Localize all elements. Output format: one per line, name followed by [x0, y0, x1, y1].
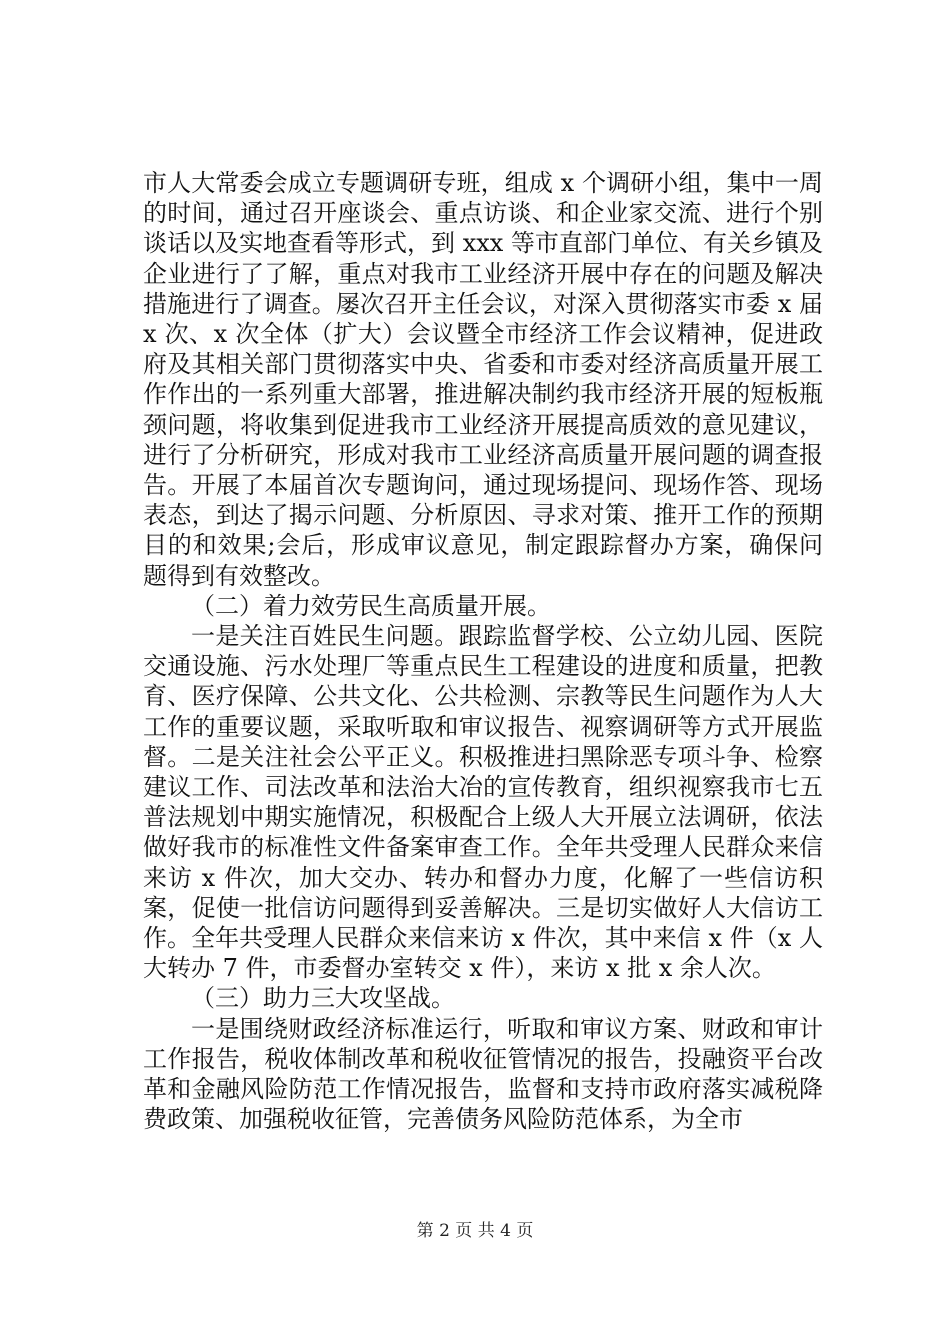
paragraph-investigation: 市人大常委会成立专题调研专班，组成 x 个调研小组，集中一周的时间，通过召开座谈会、重点访谈、和企业家交流、进行个别谈话以及实地查看等形式，到 xxx 等市直部门单位、有关乡镇及企业进行了了解，重点对我市工业经济开展中存在的问题及解决措施进行了调查。屡次召开主任会议，对深入贯彻落实市委 x 届 x 次、x 次全体（扩大）会议暨全市经济工作会议精神，促进政府及其相关部门贯彻落实中央、省委和市委对经济高质量开展工作作出的一系列重大部署，推进解决制约我市经济开展的短板瓶颈问题，将收集到促进我市工业经济开展提高质效的意见建议，进行了分析研究，形成对我市工业经济高质量开展问题的调查报告。开展了本届首次专题询问，通过现场提问、现场作答、现场表态，到达了揭示问题、分析原因、寻求对策、推开工作的预期目的和效果;会后，形成审议意见，制定跟踪督办方案，确保问题得到有效整改。: [143, 169, 823, 590]
section-heading-three-battles: （三）助力三大攻坚战。: [191, 984, 455, 1013]
paragraph-livelihood: 一是关注百姓民生问题。跟踪监督学校、公立幼儿园、医院交通设施、污水处理厂等重点民生工程建设的进度和质量，把教育、医疗保障、公共文化、公共检测、宗教等民生问题作为人大工作的重要议题，采取听取和审议报告、视察调研等方式开展监督。二是关注社会公平正义。积极推进扫黑除恶专项斗争、检察建议工作、司法改革和法治大冶的宣传教育，组织视察我市七五普法规划中期实施情况，积极配合上级人大开展立法调研，依法做好我市的标准性文件备案审查工作。全年共受理人民群众来信来访 x 件次，加大交办、转办和督办力度，化解了一些信访积案，促使一批信访问题得到妥善解决。三是切实做好人大信访工作。全年共受理人民群众来信来访 x 件次，其中来信 x 件（x 人大转办 7 件，市委督办室转交 x 件），来访 x 批 x 余人次。: [143, 622, 823, 983]
page-number-footer: 第 2 页 共 4 页: [416, 1221, 534, 1241]
paragraph-finance: 一是围绕财政经济标准运行，听取和审议方案、财政和审计工作报告，税收体制改革和税收征管情况的报告，投融资平台改革和金融风险防范工作情况报告，监督和支持市政府落实减税降费政策、加强税收征管，完善债务风险防范体系，为全市: [143, 1014, 823, 1134]
document-body: [143, 168, 823, 1135]
section-heading-livelihood: （二）着力效劳民生高质量开展。: [191, 591, 551, 620]
